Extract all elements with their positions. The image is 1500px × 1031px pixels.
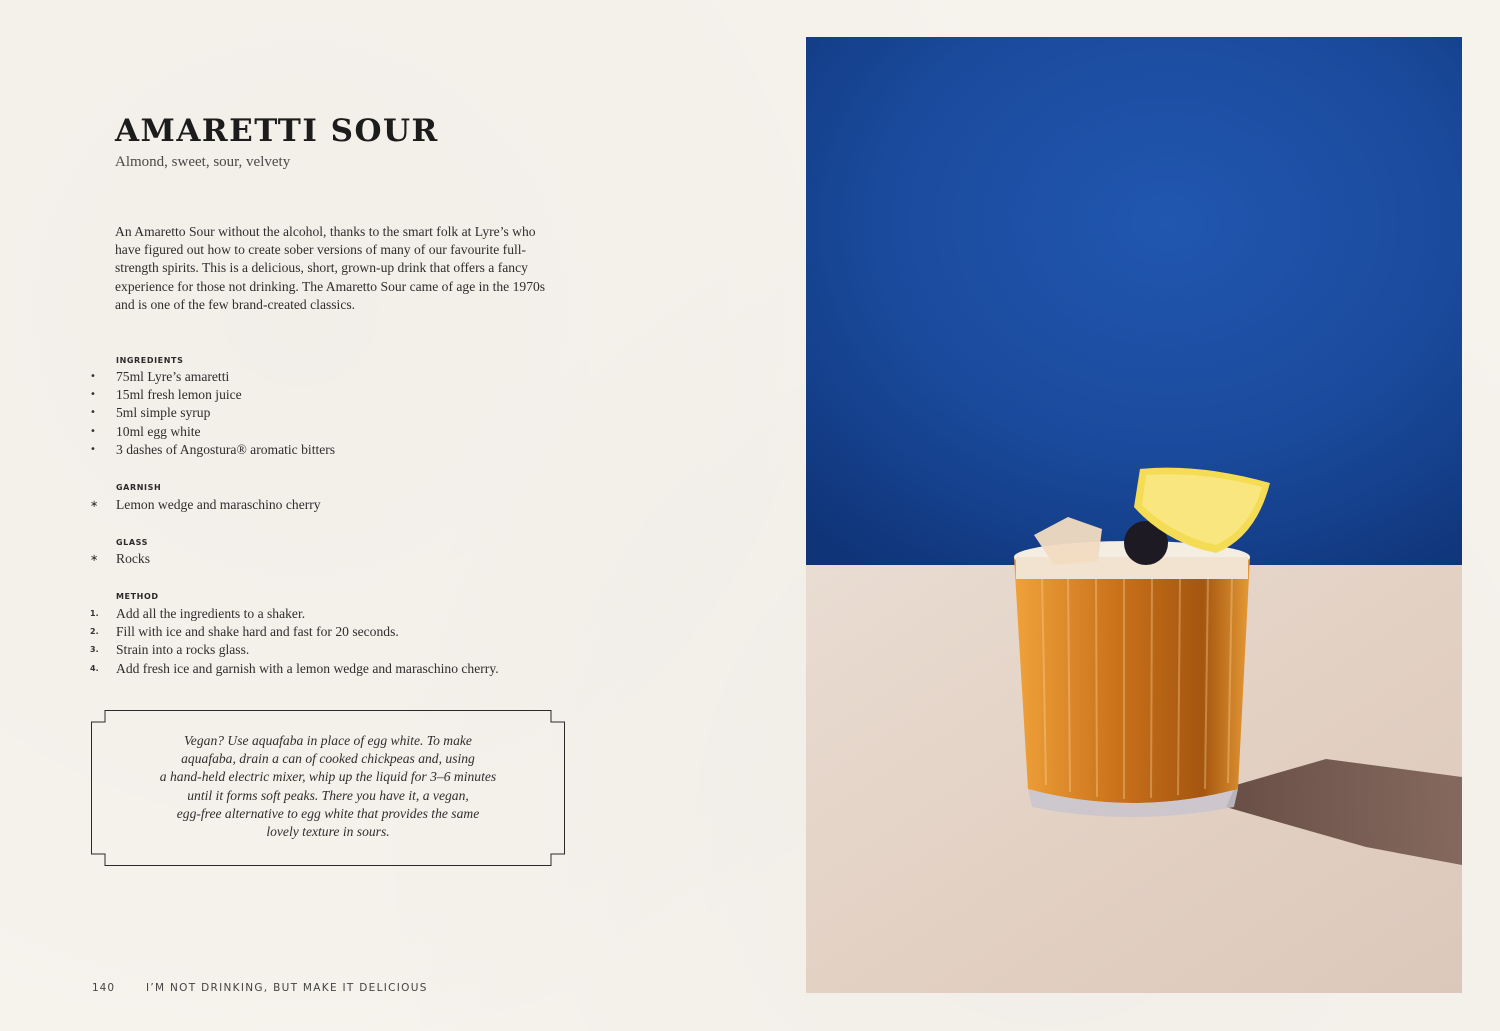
- list-item: [90, 550, 150, 568]
- foam-layer: [1016, 557, 1248, 579]
- glass-body: [1014, 557, 1250, 803]
- list-item: [90, 423, 335, 441]
- recipe-title: AMARETTI SOUR: [115, 113, 439, 149]
- star-marker: ∗: [90, 499, 99, 510]
- bullet-marker: •: [90, 389, 96, 401]
- glass-text: Rocks: [116, 551, 150, 566]
- vegan-tip-text: [111, 732, 545, 841]
- glass-label: GLASS: [116, 538, 149, 547]
- bullet-marker: •: [90, 371, 96, 382]
- ingredients-label: INGREDIENTS: [116, 356, 184, 365]
- blue-backdrop: [806, 37, 1462, 567]
- running-footer-title: I’M NOT DRINKING, BUT MAKE IT DELICIOUS: [146, 982, 428, 994]
- list-item: [90, 386, 335, 404]
- method-step: [90, 641, 499, 659]
- page-number: 140: [92, 982, 116, 994]
- method-step: [90, 623, 499, 641]
- garnish-label: GARNISH: [116, 483, 162, 492]
- tip-line: aquafaba, drain a can of cooked chickpeas and, using: [181, 751, 475, 767]
- ingredient-text: 15ml fresh lemon juice: [116, 387, 242, 403]
- tip-line: lovely texture in sours.: [266, 824, 390, 840]
- garnish-text: Lemon wedge and maraschino cherry: [116, 497, 321, 512]
- tip-line: Vegan? Use aquafaba in place of egg white. To make: [184, 733, 472, 748]
- step-text: Add fresh ice and garnish with a lemon wedge and maraschino cherry.: [116, 660, 499, 676]
- ingredient-text: 10ml egg white: [116, 423, 201, 439]
- ingredients-list: [90, 368, 335, 459]
- ingredient-text: 3 dashes of Angostura® aromatic bitters: [116, 441, 336, 457]
- bullet-marker: •: [90, 425, 96, 437]
- vegan-tip-box: [91, 710, 565, 866]
- ingredient-text: 75ml Lyre’s amaretti: [116, 369, 230, 384]
- star-marker: ∗: [90, 553, 99, 564]
- tip-line: a hand-held electric mixer, whip up the liquid for 3–6 minutes: [159, 769, 497, 785]
- method-list: [90, 605, 499, 678]
- list-item: [90, 368, 335, 386]
- recipe-intro: An Amaretto Sour without the alcohol, thanks to the smart folk at Lyre’s who have figured out how to create sober versions of many of our favourite full-strength spirits. This is a delicious, short, grown-up drink that offers a fancy experience for those not drinking. The Amaretto Sour came of age in the 1970s and is one of the few brand-created classics.: [115, 224, 546, 312]
- tip-line: until it forms soft peaks. There you have it, a vegan,: [187, 787, 469, 803]
- step-text: Fill with ice and shake hard and fast for 20 seconds.: [116, 624, 399, 640]
- list-item: [90, 404, 335, 422]
- step-number: 4.: [90, 663, 99, 673]
- cocktail-glass-illustration: [806, 37, 1462, 993]
- step-text: Add all the ingredients to a shaker.: [116, 606, 306, 621]
- list-item: [90, 496, 321, 514]
- method-step: [90, 660, 499, 678]
- bullet-marker: •: [90, 443, 96, 455]
- step-number: 3.: [90, 645, 99, 655]
- bullet-marker: •: [90, 407, 96, 419]
- list-item: [90, 441, 335, 459]
- tip-line: egg-free alternative to egg white that provides the same: [176, 805, 480, 821]
- step-text: Strain into a rocks glass.: [116, 642, 250, 658]
- step-number: 2.: [90, 627, 99, 637]
- glass-list: [90, 550, 150, 568]
- step-number: 1.: [90, 609, 99, 618]
- ingredient-text: 5ml simple syrup: [116, 405, 211, 421]
- recipe-subtitle: Almond, sweet, sour, velvety: [115, 154, 291, 170]
- garnish-list: [90, 496, 321, 514]
- method-label: METHOD: [116, 592, 159, 601]
- method-step: [90, 605, 499, 623]
- cocktail-photo: [806, 37, 1462, 993]
